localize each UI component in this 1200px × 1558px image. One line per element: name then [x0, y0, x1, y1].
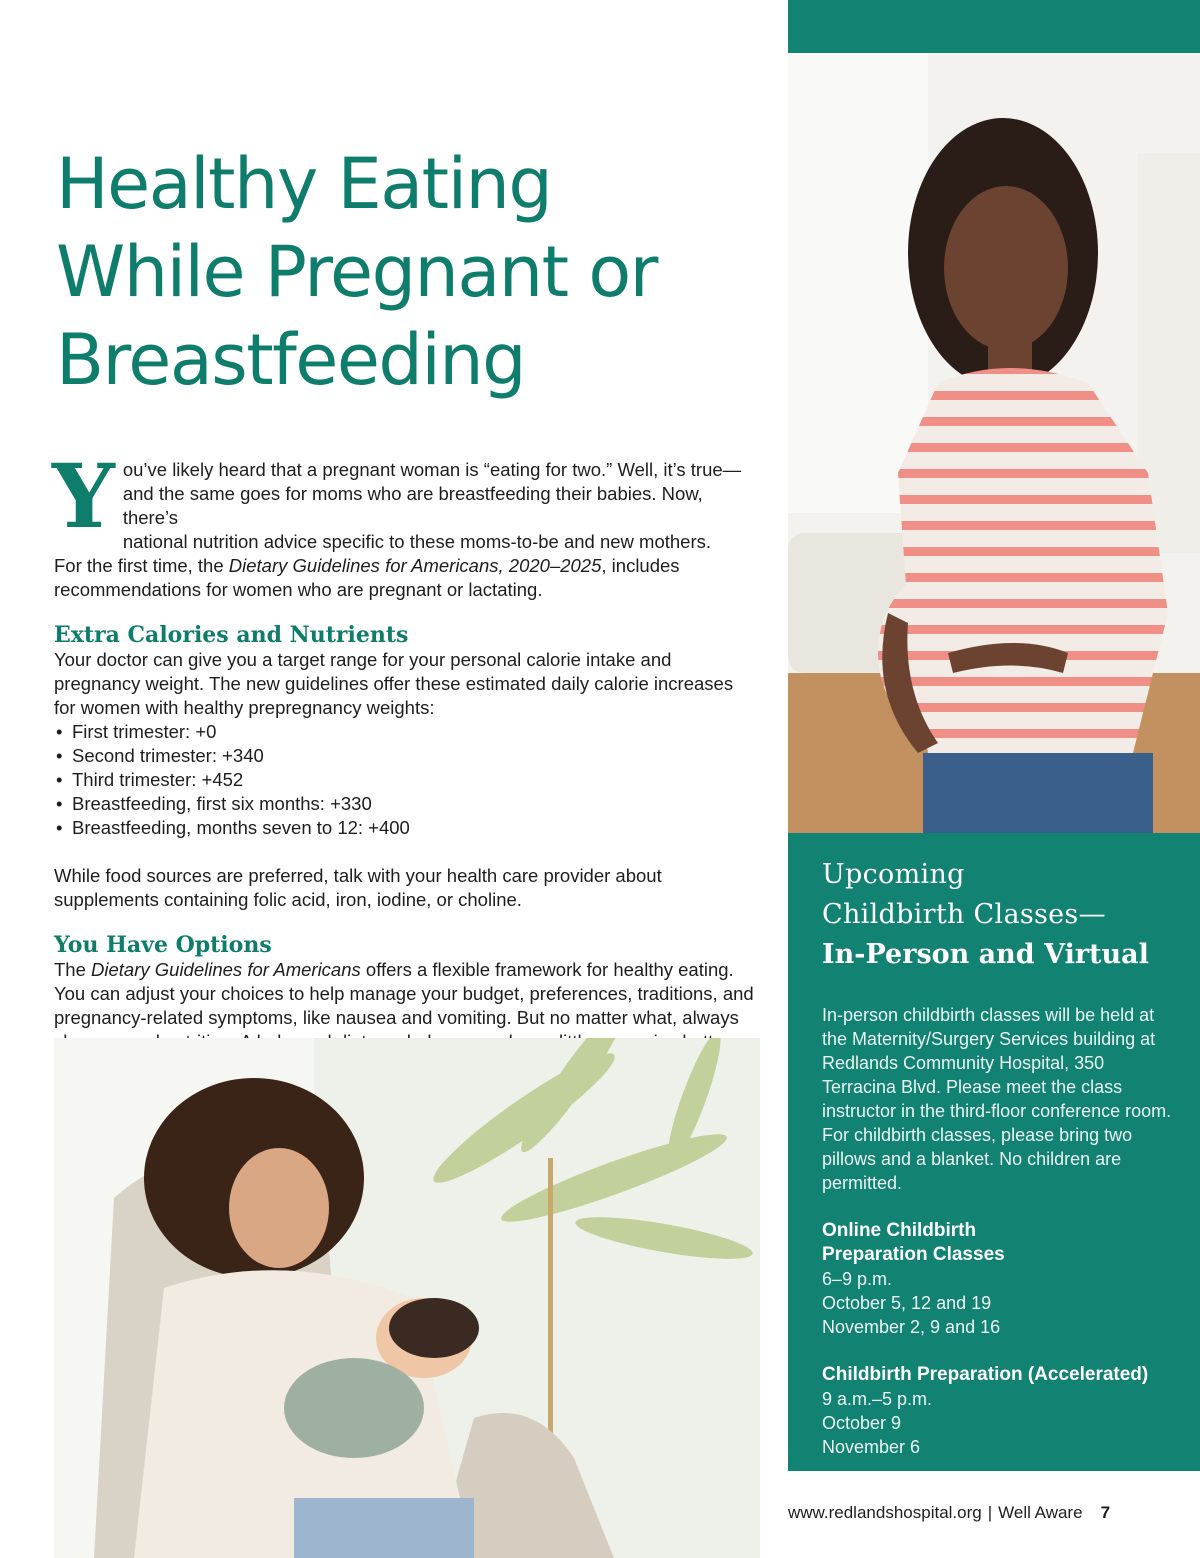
website-link[interactable]: www.redlandshospital.org	[788, 1503, 982, 1522]
list-item	[54, 744, 754, 768]
classes-info-paragraph: In-person childbirth classes will be held at the Maternity/Surgery Services building at Redlands Community Hospital, 350 Terracina Blvd. Please meet the class instructor in the third-floor conference room. For childbirth classes, please bring two pillows and a blanket. No children are permitted.	[822, 1005, 1172, 1193]
class-title	[822, 1219, 1182, 1267]
class-dates: October 9	[822, 1413, 902, 1433]
list-item-text: First trimester: +0	[72, 721, 217, 742]
section-heading-options: You Have Options	[54, 932, 272, 958]
class-dates: November 6	[822, 1437, 921, 1457]
box-title-line-3: In-Person and Virtual	[822, 939, 1149, 970]
class-online-block	[822, 1219, 1182, 1339]
class-title-line: Online Childbirth	[822, 1220, 977, 1241]
intro-line-1: ou’ve likely heard that a pregnant woman is “eating for two.” Well, it’s true—	[122, 459, 742, 480]
breastfeeding-mother-photo	[54, 1038, 760, 1558]
bullet-icon: •	[56, 793, 63, 814]
class-title: Childbirth Preparation (Accelerated)	[822, 1364, 1149, 1385]
calories-paragraph: Your doctor can give you a target range for your personal calorie intake and pregnancy weight. The new guidelines offer these estimated daily calorie increases for women with healthy prepregnancy weights:	[54, 649, 734, 718]
article-title	[56, 140, 756, 404]
class-time: 6–9 p.m.	[822, 1269, 893, 1289]
class-dates: October 5, 12 and 19	[822, 1293, 992, 1313]
list-item	[54, 792, 754, 816]
bullet-icon: •	[56, 817, 63, 838]
class-time: 9 a.m.–5 p.m.	[822, 1389, 933, 1409]
list-item-text: Breastfeeding, first six months: +330	[72, 793, 372, 814]
classes-box-title	[822, 855, 1182, 975]
drop-cap: Y	[52, 444, 115, 548]
options-text: The	[54, 959, 92, 980]
bullet-icon: •	[56, 769, 63, 790]
intro-rest-text: For the first time, the	[54, 555, 229, 576]
classes-box-content	[822, 855, 1182, 1459]
supplements-paragraph: While food sources are preferred, talk with your health care provider about supplements containing folic acid, iron, iodine, or choline.	[54, 865, 662, 910]
section-heading-calories: Extra Calories and Nutrients	[54, 622, 409, 648]
bullet-icon: •	[56, 745, 63, 766]
pregnant-woman-illustration	[788, 53, 1200, 833]
box-title-line-2: Childbirth Classes—	[822, 899, 1106, 930]
title-line-1: Healthy Eating	[56, 143, 552, 225]
intro-continuation	[54, 554, 754, 602]
footer-separator: |	[987, 1503, 993, 1522]
page-footer	[788, 1502, 1200, 1524]
class-dates: November 2, 9 and 16	[822, 1317, 1001, 1337]
options-text-end: offers a flexible framework for healthy eating. You can adjust your choices to help manage your budget, preferences, traditions, and pregnancy-related symptoms, like nausea and vomiting. But no matter what, always	[54, 959, 754, 1028]
breastfeeding-illustration	[54, 1038, 760, 1558]
page-number: 7	[1100, 1503, 1111, 1522]
list-item	[54, 720, 754, 744]
article-body	[52, 444, 754, 1078]
guidelines-title-italic: Dietary Guidelines for Americans, 2020–2025	[228, 555, 602, 576]
class-accelerated-block	[822, 1363, 1182, 1459]
childbirth-classes-box	[788, 833, 1200, 1471]
intro-line-2: and the same goes for moms who are breastfeeding their babies. Now, there’s	[122, 483, 703, 528]
box-title-line-1: Upcoming	[822, 859, 965, 890]
list-item-text: Third trimester: +452	[72, 769, 244, 790]
publication-name: Well Aware	[998, 1503, 1083, 1522]
intro-paragraph	[52, 444, 754, 602]
title-line-2: While Pregnant or	[56, 231, 657, 313]
list-item-text: Breastfeeding, months seven to 12: +400	[72, 817, 410, 838]
intro-rest-text-end: , includes recommendations for women who are pregnant or lactating.	[54, 555, 680, 600]
guidelines-title-italic: Dietary Guidelines for Americans	[91, 959, 361, 980]
pregnant-woman-photo	[788, 53, 1200, 833]
bullet-icon: •	[56, 721, 63, 742]
spacer	[54, 840, 754, 864]
title-line-3: Breastfeeding	[56, 319, 526, 401]
intro-line-3: national nutrition advice specific to these moms-to-be and new mothers.	[122, 531, 712, 552]
calorie-list	[54, 720, 754, 840]
list-item	[54, 768, 754, 792]
list-item	[54, 816, 754, 840]
list-item-text: Second trimester: +340	[72, 745, 264, 766]
top-teal-bar	[788, 0, 1200, 53]
class-title-line: Preparation Classes	[822, 1244, 1005, 1265]
